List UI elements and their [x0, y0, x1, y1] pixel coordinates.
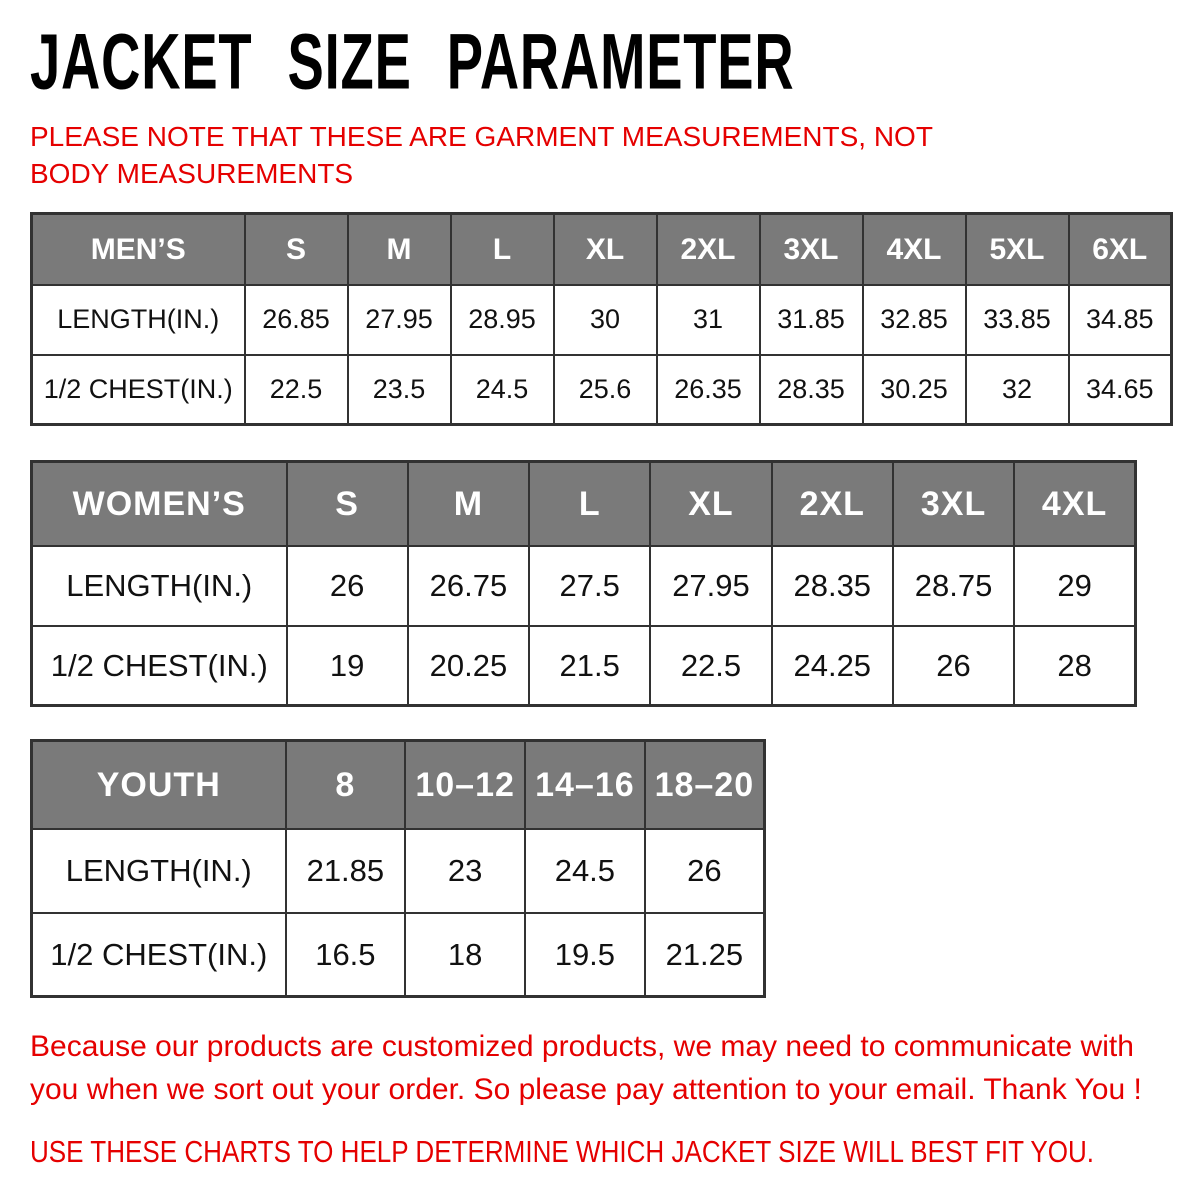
size-table-mens: [30, 212, 1173, 426]
row-label-cell: 1/2 CHEST(IN.): [32, 355, 245, 425]
header-row: [32, 741, 765, 829]
value-cell: 23.5: [348, 355, 451, 425]
table-title-cell: MEN’S: [32, 214, 245, 285]
row-label-cell: 1/2 CHEST(IN.): [32, 913, 286, 997]
footer-note: [30, 1134, 1175, 1174]
row-label-cell: LENGTH(IN.): [32, 829, 286, 913]
size-header-cell: 10–12: [405, 741, 525, 829]
value-cell: 21.25: [645, 913, 765, 997]
value-cell: 32: [966, 355, 1069, 425]
table-row: [32, 829, 765, 913]
size-header-cell: 3XL: [893, 462, 1014, 546]
value-cell: 24.5: [525, 829, 645, 913]
value-cell: 32.85: [863, 285, 966, 355]
page-title-text: JACKET SIZE PARAMETER: [30, 17, 795, 107]
size-header-cell: XL: [650, 462, 771, 546]
size-header-cell: 6XL: [1069, 214, 1172, 285]
size-header-cell: M: [348, 214, 451, 285]
size-table-youth: [30, 739, 766, 998]
size-chart-page: [30, 17, 1175, 1174]
size-header-cell: S: [287, 462, 408, 546]
value-cell: 23: [405, 829, 525, 913]
table-row: [32, 285, 1172, 355]
value-cell: 26.85: [245, 285, 348, 355]
value-cell: 29: [1014, 546, 1135, 626]
size-header-cell: M: [408, 462, 529, 546]
footer-note-text: USE THESE CHARTS TO HELP DETERMINE WHICH JACKET SIZE WILL BEST FIT YOU.: [30, 1134, 1095, 1170]
table-row: [32, 546, 1136, 626]
value-cell: 31.85: [760, 285, 863, 355]
value-cell: 24.5: [451, 355, 554, 425]
size-header-cell: S: [245, 214, 348, 285]
page-title: [30, 17, 1175, 107]
table-title-cell: WOMEN’S: [32, 462, 287, 546]
value-cell: 34.85: [1069, 285, 1172, 355]
womens-size-table-section: [30, 460, 1175, 707]
value-cell: 28: [1014, 626, 1135, 706]
value-cell: 20.25: [408, 626, 529, 706]
table-row: [32, 626, 1136, 706]
size-header-cell: 4XL: [863, 214, 966, 285]
size-header-cell: L: [529, 462, 650, 546]
size-header-cell: 8: [286, 741, 406, 829]
value-cell: 28.75: [893, 546, 1014, 626]
value-cell: 33.85: [966, 285, 1069, 355]
footer-paragraph: Because our products are customized products, we may need to communicate with you when we sort out your order. So please pay attention to your email. Thank You !: [30, 1030, 1142, 1107]
size-header-cell: 3XL: [760, 214, 863, 285]
value-cell: 28.35: [760, 355, 863, 425]
value-cell: 22.5: [650, 626, 771, 706]
size-header-cell: 5XL: [966, 214, 1069, 285]
size-table-womens: [30, 460, 1137, 707]
table-row: [32, 913, 765, 997]
youth-size-table-section: [30, 739, 1175, 998]
value-cell: 16.5: [286, 913, 406, 997]
row-label-cell: LENGTH(IN.): [32, 546, 287, 626]
value-cell: 28.95: [451, 285, 554, 355]
row-label-cell: LENGTH(IN.): [32, 285, 245, 355]
row-label-cell: 1/2 CHEST(IN.): [32, 626, 287, 706]
value-cell: 25.6: [554, 355, 657, 425]
value-cell: 22.5: [245, 355, 348, 425]
value-cell: 28.35: [772, 546, 893, 626]
table-title-cell: YOUTH: [32, 741, 286, 829]
value-cell: 18: [405, 913, 525, 997]
value-cell: 21.5: [529, 626, 650, 706]
header-row: [32, 214, 1172, 285]
value-cell: 26.35: [657, 355, 760, 425]
value-cell: 26.75: [408, 546, 529, 626]
value-cell: 19.5: [525, 913, 645, 997]
value-cell: 19: [287, 626, 408, 706]
value-cell: 31: [657, 285, 760, 355]
value-cell: 26: [645, 829, 765, 913]
value-cell: 26: [893, 626, 1014, 706]
value-cell: 21.85: [286, 829, 406, 913]
size-header-cell: 2XL: [657, 214, 760, 285]
value-cell: 26: [287, 546, 408, 626]
value-cell: 24.25: [772, 626, 893, 706]
table-row: [32, 355, 1172, 425]
value-cell: 30.25: [863, 355, 966, 425]
size-header-cell: 4XL: [1014, 462, 1135, 546]
garment-measurement-note: PLEASE NOTE THAT THESE ARE GARMENT MEASUREMENTS, NOT BODY MEASUREMENTS: [30, 121, 933, 190]
value-cell: 34.65: [1069, 355, 1172, 425]
value-cell: 27.95: [348, 285, 451, 355]
value-cell: 30: [554, 285, 657, 355]
size-header-cell: L: [451, 214, 554, 285]
size-header-cell: XL: [554, 214, 657, 285]
size-header-cell: 2XL: [772, 462, 893, 546]
value-cell: 27.95: [650, 546, 771, 626]
size-header-cell: 14–16: [525, 741, 645, 829]
header-row: [32, 462, 1136, 546]
mens-size-table-section: [30, 212, 1175, 426]
size-header-cell: 18–20: [645, 741, 765, 829]
value-cell: 27.5: [529, 546, 650, 626]
